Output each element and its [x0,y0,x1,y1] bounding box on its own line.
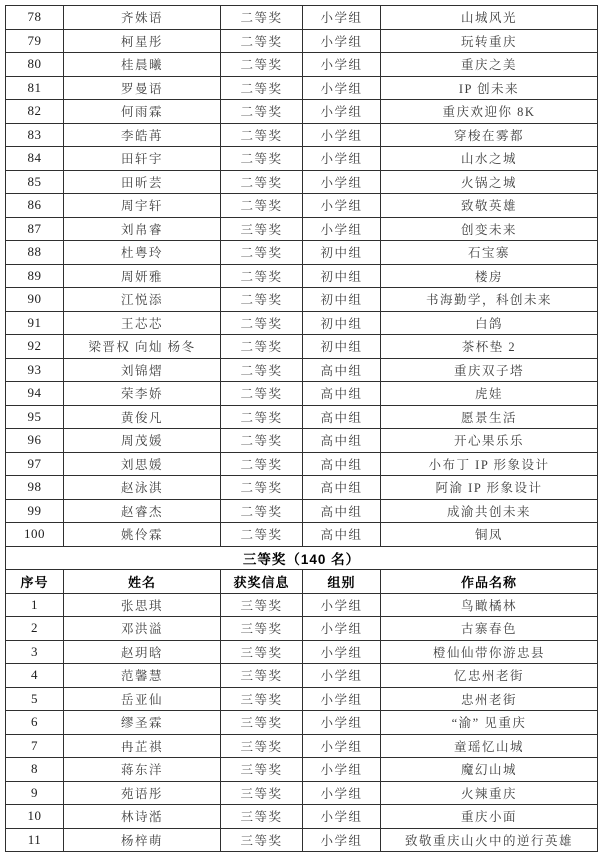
row-number-cell: 1 [6,593,64,617]
award-cell: 二等奖 [221,241,303,265]
group-cell: 小学组 [303,76,381,100]
work-title-cell: 书海勤学，科创未来 [381,288,598,312]
award-cell: 二等奖 [221,429,303,453]
table-row [6,288,598,312]
award-cell: 二等奖 [221,476,303,500]
award-cell: 三等奖 [221,617,303,641]
name-cell: 柯星彤 [64,29,221,53]
name-cell: 黄俊凡 [64,405,221,429]
group-cell: 高中组 [303,476,381,500]
name-cell: 蒋东洋 [64,758,221,782]
work-title-cell: 阿渝 IP 形象设计 [381,476,598,500]
group-cell: 小学组 [303,687,381,711]
table-row [6,382,598,406]
work-title-cell: 山城风光 [381,6,598,30]
work-title-cell: 致敬英雄 [381,194,598,218]
work-title-cell: 楼房 [381,264,598,288]
name-cell: 周妍雅 [64,264,221,288]
column-header-row [6,570,598,594]
work-title-cell: 铜凤 [381,523,598,547]
work-title-cell: 古寨春色 [381,617,598,641]
name-cell: 刘锦熠 [64,358,221,382]
award-cell: 二等奖 [221,194,303,218]
table-row [6,429,598,453]
work-title-cell: 火辣重庆 [381,781,598,805]
award-cell: 二等奖 [221,311,303,335]
row-number-cell: 94 [6,382,64,406]
work-title-cell: 白鸽 [381,311,598,335]
work-title-cell: 小布丁 IP 形象设计 [381,452,598,476]
group-cell: 小学组 [303,217,381,241]
row-number-cell: 98 [6,476,64,500]
work-title-cell: 穿梭在雾都 [381,123,598,147]
award-cell: 二等奖 [221,170,303,194]
table-row [6,734,598,758]
award-cell: 三等奖 [221,805,303,829]
group-cell: 小学组 [303,194,381,218]
section-title-row [6,546,598,570]
award-cell: 二等奖 [221,452,303,476]
work-title-cell: 重庆之美 [381,53,598,77]
table-row [6,264,598,288]
group-cell: 小学组 [303,781,381,805]
award-cell: 二等奖 [221,29,303,53]
row-number-cell: 89 [6,264,64,288]
award-cell: 二等奖 [221,76,303,100]
name-cell: 桂晨曦 [64,53,221,77]
name-cell: 江悦添 [64,288,221,312]
row-number-cell: 10 [6,805,64,829]
award-cell: 二等奖 [221,147,303,171]
group-cell: 初中组 [303,264,381,288]
row-number-cell: 6 [6,711,64,735]
name-cell: 杨梓萌 [64,828,221,852]
award-cell: 二等奖 [221,405,303,429]
award-cell: 二等奖 [221,382,303,406]
award-cell: 二等奖 [221,264,303,288]
group-cell: 高中组 [303,405,381,429]
award-cell: 二等奖 [221,6,303,30]
column-header-name-cell: 姓名 [64,570,221,594]
row-number-cell: 3 [6,640,64,664]
table-row [6,805,598,829]
name-cell: 岳亚仙 [64,687,221,711]
group-cell: 小学组 [303,805,381,829]
row-number-cell: 4 [6,664,64,688]
table-row [6,29,598,53]
group-cell: 小学组 [303,734,381,758]
name-cell: 姚伶霖 [64,523,221,547]
group-cell: 高中组 [303,382,381,406]
table-row [6,452,598,476]
row-number-cell: 90 [6,288,64,312]
group-cell: 高中组 [303,523,381,547]
work-title-cell: 重庆双子塔 [381,358,598,382]
table-row [6,241,598,265]
row-number-cell: 93 [6,358,64,382]
work-title-cell: 鸟瞰橘林 [381,593,598,617]
table-row [6,781,598,805]
name-cell: 赵睿杰 [64,499,221,523]
award-cell: 三等奖 [221,640,303,664]
table-row [6,358,598,382]
group-cell: 小学组 [303,828,381,852]
group-cell: 小学组 [303,593,381,617]
column-header-row-number-cell: 序号 [6,570,64,594]
group-cell: 高中组 [303,429,381,453]
work-title-cell: 致敬重庆山火中的逆行英雄 [381,828,598,852]
table-row [6,53,598,77]
group-cell: 初中组 [303,335,381,359]
row-number-cell: 88 [6,241,64,265]
work-title-cell: 石宝寨 [381,241,598,265]
row-number-cell: 84 [6,147,64,171]
group-cell: 初中组 [303,288,381,312]
table-row [6,76,598,100]
group-cell: 小学组 [303,147,381,171]
work-title-cell: 重庆小面 [381,805,598,829]
section-title: 三等奖（140 名） [6,546,598,570]
work-title-cell: 山水之城 [381,147,598,171]
name-cell: 何雨霖 [64,100,221,124]
name-cell: 赵玥晗 [64,640,221,664]
name-cell: 邓洪溢 [64,617,221,641]
row-number-cell: 9 [6,781,64,805]
row-number-cell: 80 [6,53,64,77]
name-cell: 田昕芸 [64,170,221,194]
name-cell: 刘帛睿 [64,217,221,241]
row-number-cell: 92 [6,335,64,359]
row-number-cell: 85 [6,170,64,194]
table-row [6,311,598,335]
award-table [5,5,598,852]
table-row [6,758,598,782]
award-cell: 二等奖 [221,123,303,147]
award-cell: 三等奖 [221,758,303,782]
table-row [6,499,598,523]
name-cell: 赵泳淇 [64,476,221,500]
column-header-work-title-cell: 作品名称 [381,570,598,594]
work-title-cell: 愿景生活 [381,405,598,429]
table-row [6,476,598,500]
award-cell: 二等奖 [221,335,303,359]
group-cell: 小学组 [303,123,381,147]
group-cell: 小学组 [303,100,381,124]
row-number-cell: 99 [6,499,64,523]
work-title-cell: 成渝共创未来 [381,499,598,523]
table-row [6,147,598,171]
group-cell: 小学组 [303,53,381,77]
name-cell: 齐姝语 [64,6,221,30]
table-row [6,217,598,241]
work-title-cell: 茶杯垫 2 [381,335,598,359]
table-row [6,335,598,359]
column-header-group-cell: 组别 [303,570,381,594]
row-number-cell: 78 [6,6,64,30]
table-row [6,6,598,30]
group-cell: 小学组 [303,617,381,641]
name-cell: 荣李娇 [64,382,221,406]
work-title-cell: 虎娃 [381,382,598,406]
name-cell: 张思琪 [64,593,221,617]
name-cell: 苑语彤 [64,781,221,805]
row-number-cell: 96 [6,429,64,453]
award-cell: 三等奖 [221,593,303,617]
group-cell: 小学组 [303,758,381,782]
row-number-cell: 97 [6,452,64,476]
table-row [6,523,598,547]
award-cell: 二等奖 [221,53,303,77]
group-cell: 高中组 [303,358,381,382]
table-row [6,123,598,147]
row-number-cell: 95 [6,405,64,429]
work-title-cell: “渝” 见重庆 [381,711,598,735]
row-number-cell: 87 [6,217,64,241]
award-cell: 二等奖 [221,499,303,523]
award-cell: 三等奖 [221,711,303,735]
table-row [6,664,598,688]
row-number-cell: 8 [6,758,64,782]
row-number-cell: 83 [6,123,64,147]
work-title-cell: 忆忠州老街 [381,664,598,688]
row-number-cell: 86 [6,194,64,218]
table-row [6,170,598,194]
work-title-cell: 重庆欢迎你 8K [381,100,598,124]
table-row [6,711,598,735]
name-cell: 林诗湉 [64,805,221,829]
group-cell: 小学组 [303,170,381,194]
work-title-cell: 创变未来 [381,217,598,241]
group-cell: 小学组 [303,640,381,664]
work-title-cell: 橙仙仙带你游忠县 [381,640,598,664]
name-cell: 王芯芯 [64,311,221,335]
group-cell: 初中组 [303,311,381,335]
name-cell: 冉芷祺 [64,734,221,758]
row-number-cell: 100 [6,523,64,547]
row-number-cell: 91 [6,311,64,335]
award-cell: 三等奖 [221,217,303,241]
group-cell: 高中组 [303,452,381,476]
name-cell: 缪圣霖 [64,711,221,735]
row-number-cell: 2 [6,617,64,641]
work-title-cell: 玩转重庆 [381,29,598,53]
name-cell: 李皓苒 [64,123,221,147]
row-number-cell: 82 [6,100,64,124]
group-cell: 小学组 [303,711,381,735]
group-cell: 小学组 [303,6,381,30]
table-row [6,687,598,711]
group-cell: 初中组 [303,241,381,265]
row-number-cell: 5 [6,687,64,711]
row-number-cell: 81 [6,76,64,100]
group-cell: 小学组 [303,664,381,688]
award-cell: 三等奖 [221,781,303,805]
table-row [6,828,598,852]
work-title-cell: 火锅之城 [381,170,598,194]
name-cell: 刘思媛 [64,452,221,476]
award-cell: 二等奖 [221,100,303,124]
name-cell: 杜粤玲 [64,241,221,265]
table-row [6,617,598,641]
work-title-cell: 忠州老街 [381,687,598,711]
work-title-cell: IP 创未来 [381,76,598,100]
table-row [6,640,598,664]
name-cell: 范馨慧 [64,664,221,688]
name-cell: 罗曼语 [64,76,221,100]
name-cell: 周茂媛 [64,429,221,453]
table-row [6,194,598,218]
group-cell: 高中组 [303,499,381,523]
work-title-cell: 童瑶忆山城 [381,734,598,758]
row-number-cell: 11 [6,828,64,852]
award-cell: 二等奖 [221,288,303,312]
work-title-cell: 开心果乐乐 [381,429,598,453]
name-cell: 周宇轩 [64,194,221,218]
group-cell: 小学组 [303,29,381,53]
name-cell: 田轩宇 [64,147,221,171]
table-row [6,100,598,124]
award-cell: 三等奖 [221,664,303,688]
award-cell: 二等奖 [221,358,303,382]
work-title-cell: 魔幻山城 [381,758,598,782]
table-row [6,405,598,429]
award-cell: 三等奖 [221,828,303,852]
award-cell: 三等奖 [221,687,303,711]
column-header-award-cell: 获奖信息 [221,570,303,594]
name-cell: 梁晋权 向灿 杨冬 [64,335,221,359]
award-cell: 三等奖 [221,734,303,758]
award-table-body [6,6,598,852]
row-number-cell: 7 [6,734,64,758]
row-number-cell: 79 [6,29,64,53]
award-cell: 二等奖 [221,523,303,547]
table-row [6,593,598,617]
